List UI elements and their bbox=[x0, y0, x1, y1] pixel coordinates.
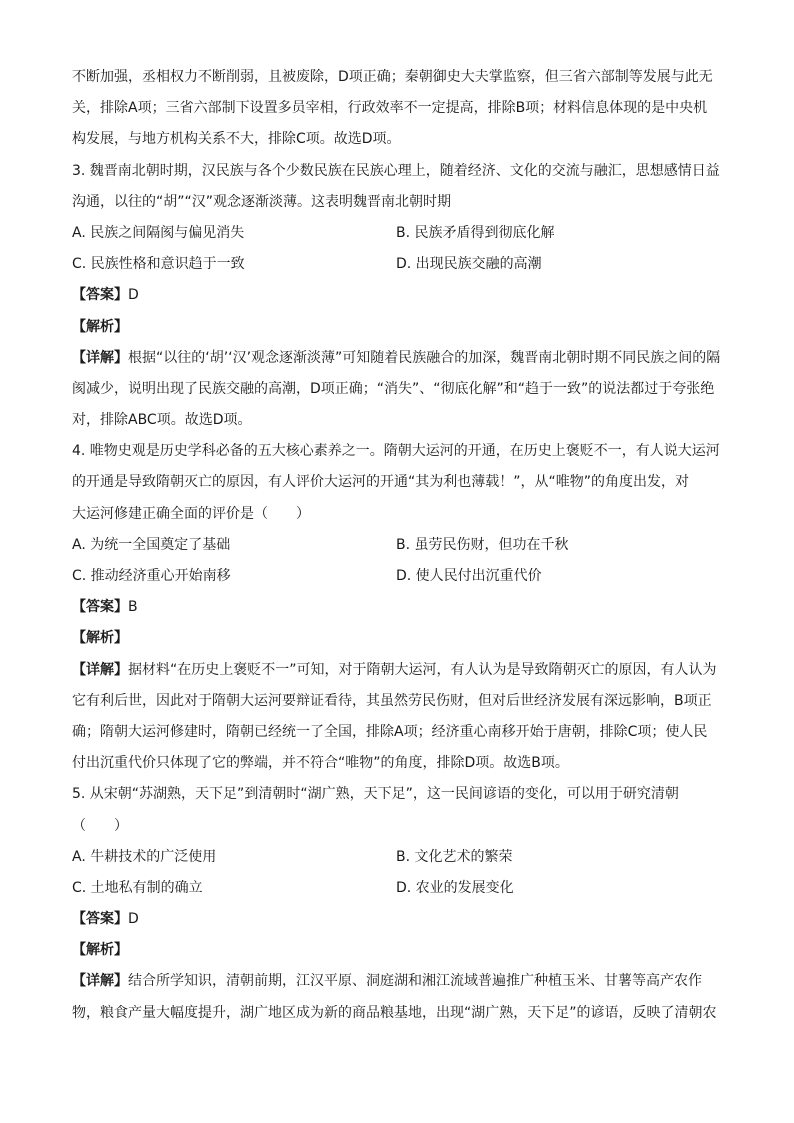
question-stem: （ ） bbox=[72, 817, 128, 834]
detail-text: 根据“以往的‘胡’‘汉’观念逐渐淡薄”可知随着民族融合的加深，魏晋南北朝时期不同民族之间的隔 bbox=[128, 349, 721, 366]
q2-analysis-tail bbox=[72, 62, 726, 156]
detail-tag: 【详解】 bbox=[72, 973, 128, 990]
detail-line bbox=[72, 655, 726, 686]
answer-tag: 【答案】 bbox=[72, 911, 128, 928]
detail-line bbox=[72, 966, 726, 997]
option-a: A. 民族之间隔阂与偏见消失 bbox=[72, 224, 245, 241]
option-a: A. 牛耕技术的广泛使用 bbox=[72, 848, 217, 865]
answer-line bbox=[72, 280, 726, 311]
detail-text: 它有利后世，因此对于隋朝大运河要辩证看待，其虽然劳民伤财，但对后世经济发展有深远影响，B项正 bbox=[72, 692, 712, 709]
analysis-tag: 【解析】 bbox=[72, 942, 128, 959]
options-row bbox=[72, 842, 726, 873]
answer-line bbox=[72, 592, 726, 623]
detail-text: 对，排除ABC项。故选D项。 bbox=[72, 412, 252, 429]
detail-text: 物，粮食产量大幅度提升，湖广地区成为新的商品粮基地，出现“湖广熟，天下足”的谚语，反映了清朝农 bbox=[72, 1004, 717, 1021]
question-3 bbox=[72, 156, 726, 437]
option-c: C. 土地私有制的确立 bbox=[72, 879, 203, 896]
answer-value: B bbox=[128, 599, 138, 616]
options-row bbox=[72, 249, 726, 280]
option-d: D. 农业的发展变化 bbox=[396, 879, 514, 896]
analysis-line bbox=[72, 623, 726, 654]
answer-tag: 【答案】 bbox=[72, 287, 128, 304]
detail-line bbox=[72, 343, 726, 374]
answer-tag: 【答案】 bbox=[72, 599, 128, 616]
question-4 bbox=[72, 436, 726, 779]
answer-value: D bbox=[128, 287, 139, 304]
question-stem: 大运河修建正确全面的评价是（ ） bbox=[72, 505, 310, 522]
question-stem: 5. 从宋朝“苏湖熟，天下足”到清朝时“湖广熟，天下足”，这一民间谚语的变化，可以用于研究清朝 bbox=[72, 786, 679, 803]
option-b: B. 文化艺术的繁荣 bbox=[396, 848, 513, 865]
option-d: D. 使人民付出沉重代价 bbox=[396, 568, 542, 584]
option-d: D. 出现民族交融的高潮 bbox=[396, 256, 542, 273]
text-line: 不断加强，丞相权力不断削弱，且被废除，D项正确；秦朝御史大夫掌监察，但三省六部制等发展与此无 bbox=[72, 69, 713, 85]
options-row bbox=[72, 218, 726, 249]
option-b: B. 虽劳民伤财，但功在千秋 bbox=[396, 536, 569, 553]
detail-text: 阂减少，说明出现了民族交融的高潮，D项正确；“消失”、“彻底化解”和“趋于一致”的说法都过于夸张绝 bbox=[72, 380, 715, 397]
option-c: C. 推动经济重心开始南移 bbox=[72, 568, 231, 584]
answer-line bbox=[72, 904, 726, 935]
analysis-tag: 【解析】 bbox=[72, 630, 128, 647]
option-a: A. 为统一全国奠定了基础 bbox=[72, 536, 231, 553]
analysis-tag: 【解析】 bbox=[72, 318, 128, 335]
option-c: C. 民族性格和意识趋于一致 bbox=[72, 256, 245, 273]
question-stem: 的开通是导致隋朝灭亡的原因，有人评价大运河的开通“其为利也薄载！”，从“唯物”的角度出发，对 bbox=[72, 474, 690, 491]
options-row bbox=[72, 873, 726, 904]
text-line: 关，排除A项；三省六部制下设置多员宰相，行政效率不一定提高，排除B项；材料信息体现的是中央机 bbox=[72, 100, 708, 117]
question-stem: 沟通，以往的“胡”“汉”观念逐渐淡薄。这表明魏晋南北朝时期 bbox=[72, 193, 452, 210]
question-5 bbox=[72, 779, 726, 1029]
detail-text: 付出沉重代价只体现了它的弊端，并不符合“唯物”的角度，排除D项。故选B项。 bbox=[72, 755, 569, 772]
detail-text: 确；隋朝大运河修建时，隋朝已经统一了全国，排除A项；经济重心南移开始于唐朝，排除C项；使人民 bbox=[72, 723, 708, 740]
option-b: B. 民族矛盾得到彻底化解 bbox=[396, 224, 555, 241]
question-stem: 3. 魏晋南北朝时期，汉民族与各个少数民族在民族心理上，随着经济、文化的交流与融汇，思想感情日益 bbox=[72, 162, 720, 179]
options-row bbox=[72, 530, 726, 561]
options-row bbox=[72, 561, 726, 592]
text-line: 构发展，与地方机构关系不大，排除C项。故选D项。 bbox=[72, 131, 401, 148]
detail-tag: 【详解】 bbox=[72, 661, 128, 678]
detail-tag: 【详解】 bbox=[72, 349, 128, 366]
analysis-line bbox=[72, 935, 726, 966]
analysis-line bbox=[72, 312, 726, 343]
detail-text: 结合所学知识，清朝前期，江汉平原、洞庭湖和湘江流域普遍推广种植玉米、甘薯等高产农作 bbox=[128, 973, 702, 990]
question-stem: 4. 唯物史观是历史学科必备的五大核心素养之一。隋朝大运河的开通，在历史上褒贬不一，有人说大运河 bbox=[72, 443, 720, 460]
answer-value: D bbox=[128, 911, 139, 928]
detail-text: 据材料“在历史上褒贬不一”可知，对于隋朝大运河，有人认为是导致隋朝灭亡的原因，有人认为 bbox=[128, 661, 717, 678]
document-page bbox=[72, 62, 726, 1029]
